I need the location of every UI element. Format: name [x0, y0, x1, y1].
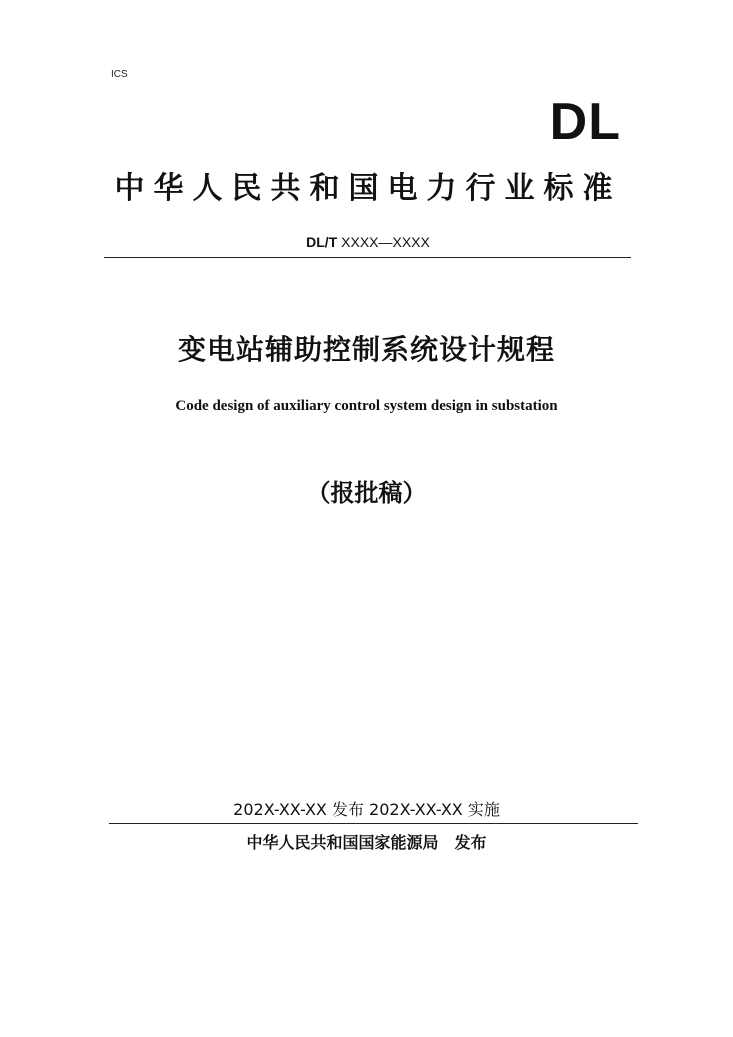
dl-standard-mark: DL: [549, 93, 621, 151]
publisher-name: 中华人民共和国国家能源局: [246, 833, 439, 852]
bottom-divider: [109, 823, 638, 824]
top-divider: [104, 257, 631, 258]
publish-implement-dates: 202X-XX-XX 发布 202X-XX-XX 实施: [233, 800, 500, 819]
standard-number: [106, 234, 630, 250]
standard-number-prefix: DL/T: [306, 234, 338, 250]
publish-label: 发布: [454, 833, 487, 852]
document-title-chinese: 变电站辅助控制系统设计规程: [177, 333, 555, 366]
ics-label: ICS: [111, 69, 128, 80]
draft-status-label: （报批稿）: [306, 479, 427, 507]
document-title-english: Code design of auxiliary control system design in substation: [175, 398, 558, 414]
publisher-line: [60, 830, 673, 853]
standard-category-title: 中华人民共和国电力行业标准: [114, 171, 622, 206]
standard-number-value: XXXX—XXXX: [341, 234, 430, 250]
